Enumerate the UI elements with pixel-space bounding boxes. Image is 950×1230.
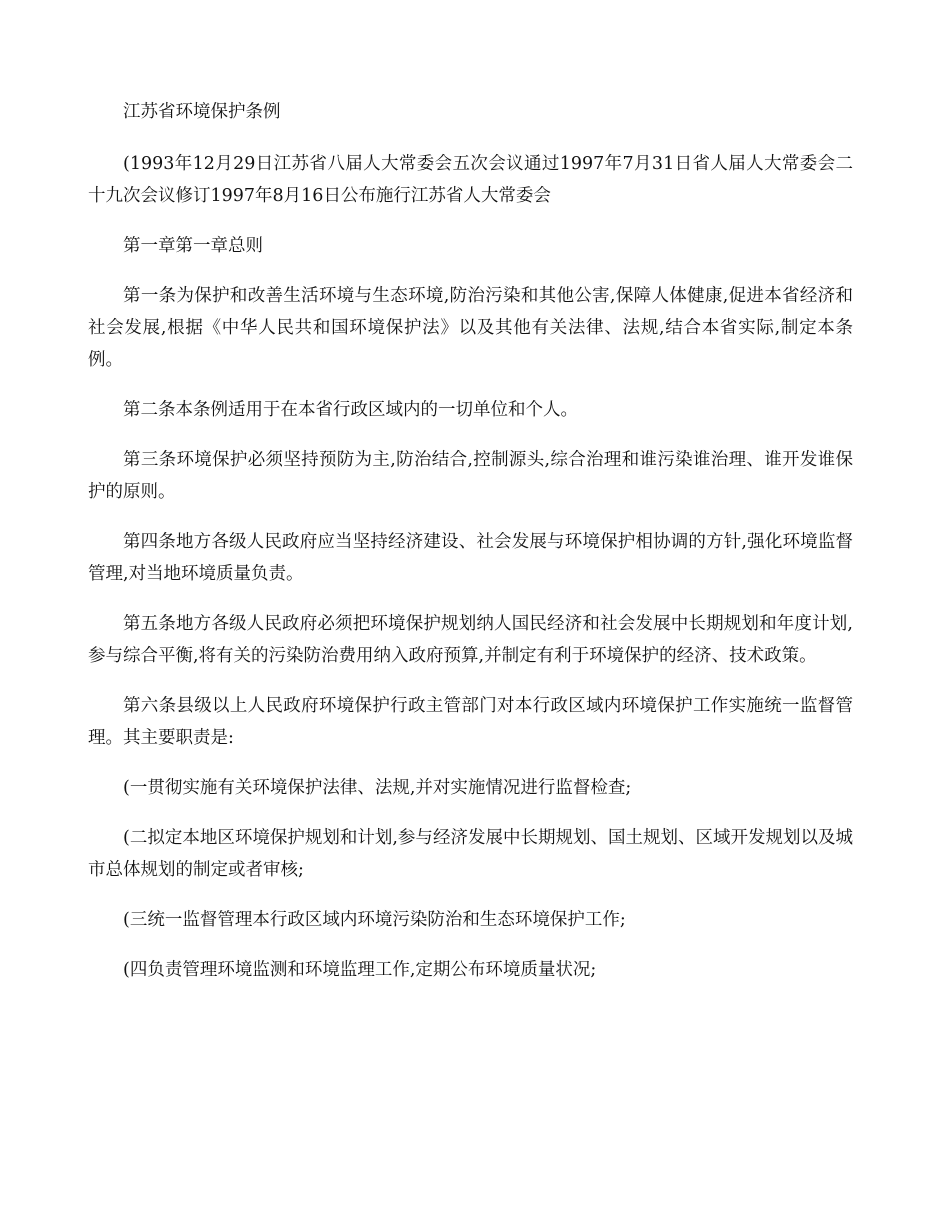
article-2: 第二条本条例适用于在本省行政区域内的一切单位和个人。	[123, 400, 578, 420]
article-4: 第四条地方各级人民政府应当坚持经济建设、社会发展与环境保护相协调的方针,强化环境监督管理,对当地环境质量负责。	[88, 532, 853, 584]
article-6: 第六条县级以上人民政府环境保护行政主管部门对本行政区域内环境保护工作实施统一监督管理。其主要职责是:	[88, 696, 853, 748]
article-6-item-3: (三统一监督管理本行政区域内环境污染防治和生态环境保护工作;	[123, 910, 626, 930]
enactment-note: (1993年12月29日江苏省八届人大常委会五次会议通过1997年7月31日省人届人大常委会二十九次会议修订1997年8月16日公布施行江苏省人大常委会	[88, 154, 853, 206]
article-5: 第五条地方各级人民政府必须把环境保护规划纳人国民经济和社会发展中长期规划和年度计划,参与综合平衡,将有关的污染防治费用纳入政府预算,并制定有利于环境保护的经济、技术政策。	[88, 614, 853, 666]
document-title: 江苏省环境保护条例	[123, 102, 281, 122]
article-6-item-1: (一贯彻实施有关环境保护法律、法规,并对实施情况进行监督检查;	[123, 778, 632, 798]
article-6-item-4: (四负责管理环境监测和环境监理工作,定期公布环境质量状况;	[123, 960, 597, 980]
chapter-heading: 第一章第一章总则	[123, 236, 263, 256]
article-3: 第三条环境保护必须坚持预防为主,防治结合,控制源头,综合治理和谁污染谁治理、谁开发谁保护的原则。	[88, 450, 853, 502]
article-1: 第一条为保护和改善生活环境与生态环境,防治污染和其他公害,保障人体健康,促进本省经济和社会发展,根据《中华人民共和国环境保护法》以及其他有关法律、法规,结合本省实际,制定本条例。	[88, 286, 853, 370]
article-6-item-2: (二拟定本地区环境保护规划和计划,参与经济发展中长期规划、国土规划、区域开发规划以及城市总体规划的制定或者审核;	[88, 828, 853, 880]
document-body	[88, 96, 853, 1004]
